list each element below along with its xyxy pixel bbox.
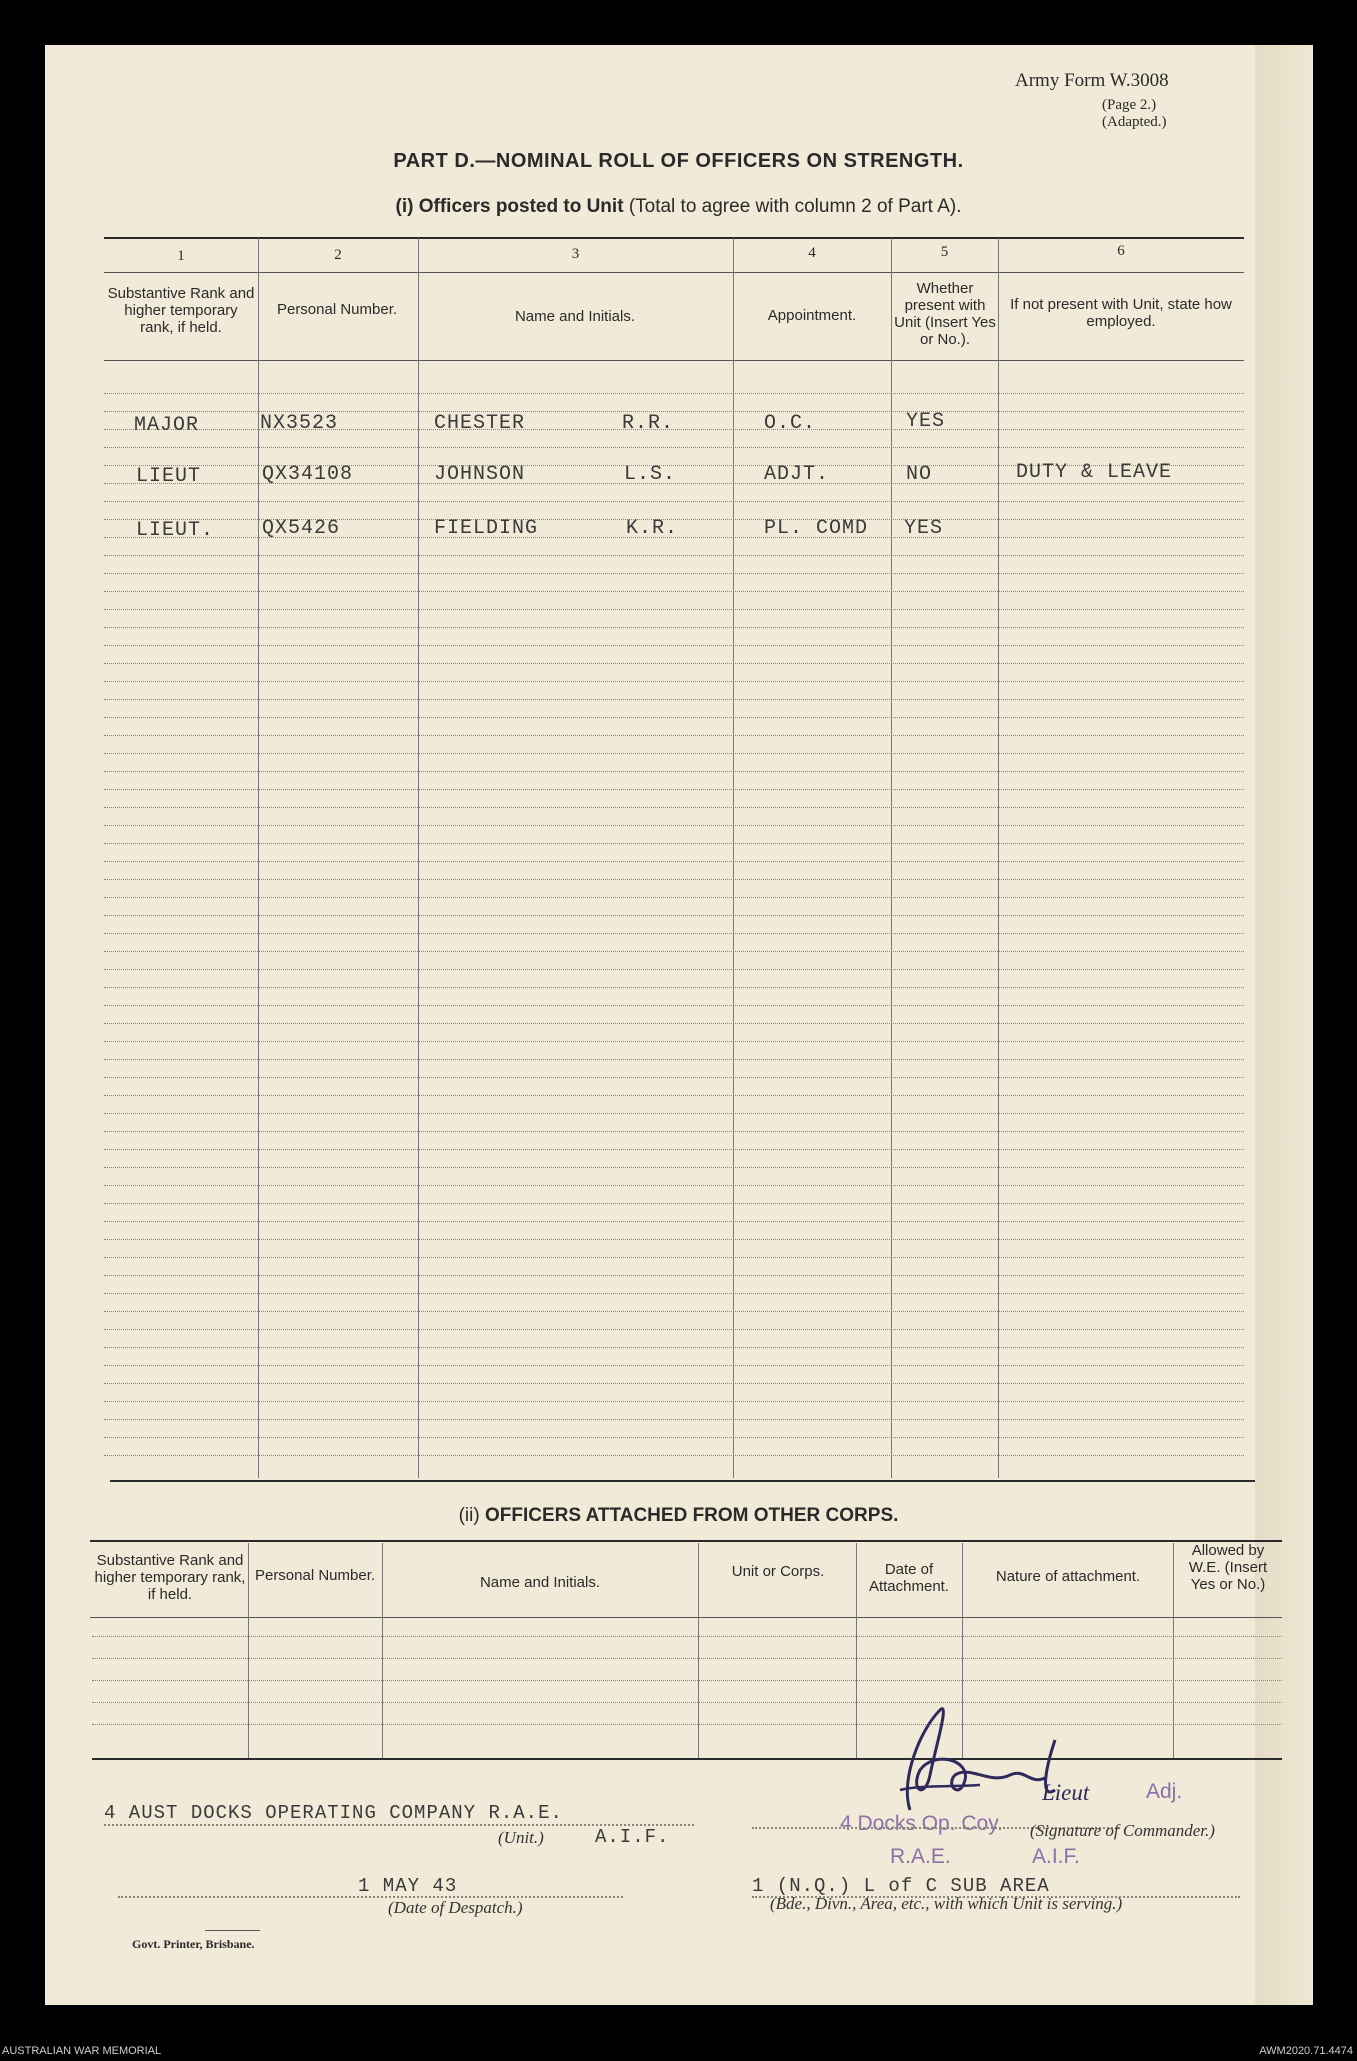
page-title: PART D.—NOMINAL ROLL OF OFFICERS ON STRENGTH. xyxy=(393,150,964,172)
ruled-line xyxy=(104,1221,1244,1222)
ruled-line xyxy=(104,1203,1244,1204)
ruled-line xyxy=(104,1329,1244,1330)
ruled-line xyxy=(104,1167,1244,1168)
colnum-rule xyxy=(104,272,1244,273)
row3-appointment: PL. COMD xyxy=(764,517,869,540)
ruled-line xyxy=(104,1401,1244,1402)
ruled-line xyxy=(104,735,1244,736)
ruled-line xyxy=(104,1419,1244,1420)
col-divider xyxy=(382,1543,383,1758)
p2-header-allowed: Allowed by W.E. (Insert Yes or No.) xyxy=(1188,1542,1268,1593)
ruled-line xyxy=(104,1095,1244,1096)
ruled-line xyxy=(104,591,1244,592)
header-rank: Substantive Rank and higher temporary rank, if held. xyxy=(107,285,255,336)
row3-name: FIELDING xyxy=(434,517,539,540)
ruled-line xyxy=(104,1131,1244,1132)
row2-employed: DUTY & LEAVE xyxy=(1016,461,1173,484)
row3-initials: K.R. xyxy=(626,517,679,540)
unit-stamp-rae: R.A.E. xyxy=(890,1845,951,1868)
ruled-line xyxy=(104,1311,1244,1312)
ruled-line xyxy=(104,843,1244,844)
row3-rank: LIEUT. xyxy=(136,519,215,542)
ruled-line xyxy=(104,1383,1244,1384)
ruled-line xyxy=(104,717,1244,718)
ruled-line xyxy=(104,1077,1244,1078)
row1-rank: MAJOR xyxy=(134,414,200,437)
date-line xyxy=(118,1896,623,1898)
archive-label: AUSTRALIAN WAR MEMORIAL xyxy=(2,2045,162,2057)
col-divider xyxy=(258,238,259,1478)
row1-initials: R.R. xyxy=(622,412,675,435)
ruled-line xyxy=(104,1185,1244,1186)
form-page-number: (Page 2.) xyxy=(1102,97,1157,113)
row2-name: JOHNSON xyxy=(434,463,526,486)
section-i-title xyxy=(0,196,1357,218)
ruled-line xyxy=(104,573,1244,574)
unit-stamp-aif: A.I.F. xyxy=(1032,1845,1080,1868)
ruled-line xyxy=(104,1149,1244,1150)
signature-caption: (Signature of Commander.) xyxy=(1030,1821,1215,1840)
col-divider xyxy=(891,238,892,1478)
p2-header-name: Name and Initials. xyxy=(479,1574,601,1591)
table-top-rule xyxy=(104,237,1244,239)
unit-value-aif: A.I.F. xyxy=(595,1826,670,1848)
ruled-line xyxy=(104,771,1244,772)
ruled-line xyxy=(104,1293,1244,1294)
section-ii-label: OFFICERS ATTACHED FROM OTHER CORPS. xyxy=(484,1505,899,1526)
header-appointment: Appointment. xyxy=(767,307,857,324)
ruled-line xyxy=(104,627,1244,628)
unit-line xyxy=(104,1824,694,1826)
p2-header-personal-number: Personal Number. xyxy=(254,1567,376,1584)
row2-present: NO xyxy=(906,463,933,486)
ruled-line xyxy=(104,933,1244,934)
paper-fold-edge xyxy=(1255,45,1313,2005)
ruled-line xyxy=(104,609,1244,610)
unit-value: 4 AUST DOCKS OPERATING COMPANY R.A.E. xyxy=(104,1802,563,1824)
ruled-line xyxy=(104,825,1244,826)
ruled-line xyxy=(104,663,1244,664)
col-divider xyxy=(733,238,734,1478)
ruled-line xyxy=(104,987,1244,988)
ruled-line xyxy=(104,393,1244,394)
p2-header-nature: Nature of attachment. xyxy=(995,1568,1141,1585)
ruled-line xyxy=(92,1636,1282,1637)
ruled-line xyxy=(104,681,1244,682)
signature-role: Lieut xyxy=(1042,1780,1090,1805)
p2-header-unit: Unit or Corps. xyxy=(731,1563,825,1580)
ruled-line xyxy=(104,1059,1244,1060)
area-value: 1 (N.Q.) L of C SUB AREA xyxy=(752,1875,1050,1897)
commander-signature xyxy=(840,1690,1150,1820)
row2-initials: L.S. xyxy=(624,463,677,486)
row1-present: YES xyxy=(906,410,946,433)
unit-stamp-line1: 4 Docks Op. Coy. xyxy=(840,1812,1003,1835)
ruled-line xyxy=(92,1680,1282,1681)
ruled-line xyxy=(104,1041,1244,1042)
colnum-4: 4 xyxy=(808,245,816,261)
ruled-line xyxy=(104,1275,1244,1276)
ruled-line xyxy=(104,555,1244,556)
ruled-line xyxy=(104,1347,1244,1348)
area-caption: (Bde., Divn., Area, etc., with which Unit is serving.) xyxy=(770,1894,1123,1913)
table2-header-rule xyxy=(90,1617,1282,1618)
row3-present: YES xyxy=(904,517,944,540)
table2-top-rule xyxy=(90,1540,1282,1542)
row2-number: QX34108 xyxy=(262,463,354,486)
ruled-line xyxy=(92,1658,1282,1659)
ruled-line xyxy=(104,879,1244,880)
col-divider xyxy=(418,238,419,1478)
colnum-3: 3 xyxy=(571,246,580,262)
ruled-line xyxy=(104,447,1244,448)
section-i-note: (Total to agree with column 2 of Part A). xyxy=(628,196,962,217)
ruled-line xyxy=(104,1257,1244,1258)
ruled-line xyxy=(104,861,1244,862)
header-present: Whether present with Unit (Insert Yes or No.). xyxy=(894,280,996,348)
p2-header-rank: Substantive Rank and higher temporary rank, if held. xyxy=(94,1552,246,1603)
colnum-6: 6 xyxy=(1117,243,1125,259)
col-divider xyxy=(248,1543,249,1758)
row1-appointment: O.C. xyxy=(764,412,817,435)
col-divider xyxy=(698,1543,699,1758)
ruled-line xyxy=(104,1005,1244,1006)
header-personal-number: Personal Number. xyxy=(276,301,398,318)
form-adapted: (Adapted.) xyxy=(1102,114,1167,130)
ruled-line xyxy=(104,1437,1244,1438)
row1-name: CHESTER xyxy=(434,412,526,435)
printer-imprint: Govt. Printer, Brisbane. xyxy=(132,1937,255,1951)
ruled-line xyxy=(104,1365,1244,1366)
ruled-line xyxy=(104,807,1244,808)
archive-id: AWM2020.71.4474 xyxy=(1259,2045,1353,2057)
ruled-line xyxy=(104,951,1244,952)
ruled-line xyxy=(104,1113,1244,1114)
header-employed: If not present with Unit, state how employed. xyxy=(1010,296,1232,330)
date-caption: (Date of Despatch.) xyxy=(388,1898,523,1917)
date-value: 1 MAY 43 xyxy=(358,1875,458,1897)
ruled-line xyxy=(104,1455,1244,1456)
form-page xyxy=(1102,97,1167,131)
row3-number: QX5426 xyxy=(262,517,341,540)
ruled-line xyxy=(104,969,1244,970)
section-i-label: Officers posted to Unit xyxy=(418,196,624,217)
form-id: Army Form W.3008 xyxy=(1015,70,1169,91)
ruled-line xyxy=(104,753,1244,754)
colnum-1: 1 xyxy=(177,248,185,264)
row2-rank: LIEUT xyxy=(136,465,202,488)
ruled-line xyxy=(104,699,1244,700)
section-i-prefix: (i) xyxy=(395,196,414,217)
colnum-5: 5 xyxy=(940,244,949,260)
ruled-line xyxy=(104,1239,1244,1240)
ruled-line xyxy=(104,897,1244,898)
col-divider xyxy=(1173,1543,1174,1758)
row1-number: NX3523 xyxy=(260,412,339,435)
unit-caption: (Unit.) xyxy=(498,1828,544,1847)
adj-stamp: Adj. xyxy=(1146,1780,1183,1803)
ruled-line xyxy=(104,501,1244,502)
ruled-line xyxy=(104,915,1244,916)
ruled-line xyxy=(104,1023,1244,1024)
header-name: Name and Initials. xyxy=(514,308,636,325)
ruled-line xyxy=(104,789,1244,790)
header-rule xyxy=(104,360,1244,361)
p2-header-date: Date of Attachment. xyxy=(868,1561,950,1595)
section-ii-prefix: (ii) xyxy=(458,1505,480,1526)
row2-appointment: ADJT. xyxy=(764,463,830,486)
section-ii-title xyxy=(0,1505,1357,1527)
ruled-line xyxy=(104,645,1244,646)
table-bottom-rule xyxy=(110,1480,1255,1482)
col-divider xyxy=(998,238,999,1478)
printer-rule xyxy=(205,1930,260,1931)
colnum-2: 2 xyxy=(334,247,342,263)
